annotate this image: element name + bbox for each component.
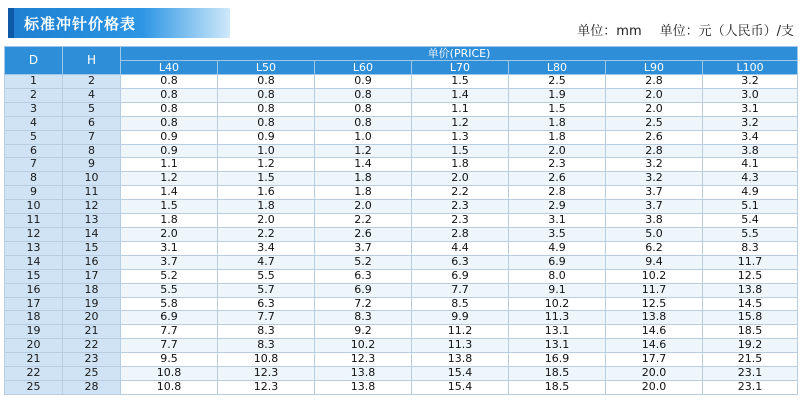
title-banner <box>8 8 230 38</box>
cell-h: 11 <box>63 186 121 200</box>
cell-l70: 4.4 <box>412 241 509 255</box>
cell-l60: 1.2 <box>315 144 412 158</box>
cell-l70: 6.3 <box>412 255 509 269</box>
cell-l60: 9.2 <box>315 325 412 339</box>
cell-l100: 23.1 <box>703 380 798 394</box>
cell-l70: 15.4 <box>412 380 509 394</box>
table-row <box>5 283 798 297</box>
cell-l90: 6.2 <box>606 241 703 255</box>
table-row <box>5 269 798 283</box>
cell-l40: 10.8 <box>121 380 218 394</box>
cell-l100: 12.5 <box>703 269 798 283</box>
cell-l40: 3.7 <box>121 255 218 269</box>
cell-l60: 2.6 <box>315 227 412 241</box>
cell-l50: 12.3 <box>218 380 315 394</box>
cell-h: 16 <box>63 255 121 269</box>
cell-l100: 11.7 <box>703 255 798 269</box>
cell-d: 4 <box>5 116 63 130</box>
table-row <box>5 325 798 339</box>
cell-h: 9 <box>63 158 121 172</box>
cell-d: 12 <box>5 227 63 241</box>
cell-l40: 1.8 <box>121 214 218 228</box>
table-row <box>5 186 798 200</box>
table-row <box>5 255 798 269</box>
cell-d: 10 <box>5 200 63 214</box>
cell-l70: 8.5 <box>412 297 509 311</box>
cell-l70: 6.9 <box>412 269 509 283</box>
table-row <box>5 144 798 158</box>
cell-l50: 0.8 <box>218 75 315 89</box>
cell-l80: 1.9 <box>509 88 606 102</box>
cell-l50: 1.5 <box>218 172 315 186</box>
cell-l60: 1.4 <box>315 158 412 172</box>
cell-l50: 1.2 <box>218 158 315 172</box>
cell-l40: 6.9 <box>121 311 218 325</box>
cell-d: 25 <box>5 380 63 394</box>
cell-d: 2 <box>5 88 63 102</box>
cell-l70: 1.3 <box>412 130 509 144</box>
column-header-l80: L80 <box>509 61 606 75</box>
cell-l80: 1.5 <box>509 102 606 116</box>
cell-l40: 7.7 <box>121 339 218 353</box>
cell-l60: 6.3 <box>315 269 412 283</box>
cell-l40: 1.1 <box>121 158 218 172</box>
cell-l70: 7.7 <box>412 283 509 297</box>
cell-l60: 0.9 <box>315 75 412 89</box>
cell-d: 18 <box>5 311 63 325</box>
cell-l40: 1.2 <box>121 172 218 186</box>
cell-l100: 21.5 <box>703 353 798 367</box>
table-row <box>5 311 798 325</box>
cell-d: 14 <box>5 255 63 269</box>
cell-l90: 13.8 <box>606 311 703 325</box>
cell-d: 8 <box>5 172 63 186</box>
cell-l50: 0.9 <box>218 130 315 144</box>
cell-l100: 23.1 <box>703 367 798 381</box>
cell-l60: 2.0 <box>315 200 412 214</box>
cell-h: 15 <box>63 241 121 255</box>
cell-l60: 10.2 <box>315 339 412 353</box>
cell-l40: 2.0 <box>121 227 218 241</box>
cell-h: 17 <box>63 269 121 283</box>
cell-d: 7 <box>5 158 63 172</box>
cell-l90: 20.0 <box>606 367 703 381</box>
cell-l80: 11.3 <box>509 311 606 325</box>
table-row <box>5 339 798 353</box>
cell-l50: 8.3 <box>218 339 315 353</box>
cell-h: 4 <box>63 88 121 102</box>
cell-l100: 5.4 <box>703 214 798 228</box>
cell-l60: 3.7 <box>315 241 412 255</box>
cell-h: 2 <box>63 75 121 89</box>
cell-d: 16 <box>5 283 63 297</box>
column-header-l50: L50 <box>218 61 315 75</box>
cell-l40: 9.5 <box>121 353 218 367</box>
cell-l90: 2.6 <box>606 130 703 144</box>
cell-l100: 4.9 <box>703 186 798 200</box>
cell-d: 13 <box>5 241 63 255</box>
table-row <box>5 353 798 367</box>
cell-l90: 2.0 <box>606 88 703 102</box>
cell-l40: 0.8 <box>121 102 218 116</box>
cell-l90: 14.6 <box>606 339 703 353</box>
cell-l50: 3.4 <box>218 241 315 255</box>
cell-l40: 7.7 <box>121 325 218 339</box>
table-row <box>5 367 798 381</box>
cell-l100: 19.2 <box>703 339 798 353</box>
cell-l90: 12.5 <box>606 297 703 311</box>
cell-l80: 10.2 <box>509 297 606 311</box>
cell-l80: 18.5 <box>509 380 606 394</box>
column-header-l100: L100 <box>703 61 798 75</box>
cell-l50: 2.0 <box>218 214 315 228</box>
cell-l80: 2.3 <box>509 158 606 172</box>
cell-h: 14 <box>63 227 121 241</box>
cell-l80: 1.8 <box>509 130 606 144</box>
cell-l90: 2.5 <box>606 116 703 130</box>
price-table <box>4 46 798 395</box>
cell-l100: 15.8 <box>703 311 798 325</box>
cell-l50: 1.0 <box>218 144 315 158</box>
cell-l60: 13.8 <box>315 367 412 381</box>
unit-length: 单位：mm <box>577 24 642 39</box>
cell-l70: 2.3 <box>412 214 509 228</box>
cell-l50: 0.8 <box>218 88 315 102</box>
cell-l40: 0.8 <box>121 88 218 102</box>
cell-l60: 0.8 <box>315 88 412 102</box>
cell-d: 3 <box>5 102 63 116</box>
column-header-l70: L70 <box>412 61 509 75</box>
cell-d: 17 <box>5 297 63 311</box>
cell-d: 6 <box>5 144 63 158</box>
cell-l100: 5.5 <box>703 227 798 241</box>
cell-l60: 7.2 <box>315 297 412 311</box>
cell-l80: 13.1 <box>509 325 606 339</box>
cell-l60: 8.3 <box>315 311 412 325</box>
cell-l70: 1.8 <box>412 158 509 172</box>
table-body <box>5 75 798 395</box>
cell-l40: 0.8 <box>121 116 218 130</box>
cell-l90: 2.8 <box>606 75 703 89</box>
cell-h: 21 <box>63 325 121 339</box>
cell-h: 12 <box>63 200 121 214</box>
cell-d: 5 <box>5 130 63 144</box>
cell-l100: 4.1 <box>703 158 798 172</box>
table-row <box>5 214 798 228</box>
cell-l60: 1.8 <box>315 172 412 186</box>
cell-l40: 10.8 <box>121 367 218 381</box>
column-header-l40: L40 <box>121 61 218 75</box>
cell-l90: 2.0 <box>606 102 703 116</box>
cell-d: 15 <box>5 269 63 283</box>
cell-l40: 5.5 <box>121 283 218 297</box>
cell-l90: 3.7 <box>606 186 703 200</box>
table-row <box>5 241 798 255</box>
cell-l50: 2.2 <box>218 227 315 241</box>
cell-l100: 8.3 <box>703 241 798 255</box>
cell-l90: 17.7 <box>606 353 703 367</box>
cell-l90: 3.7 <box>606 200 703 214</box>
cell-l50: 6.3 <box>218 297 315 311</box>
cell-l40: 5.2 <box>121 269 218 283</box>
cell-l70: 9.9 <box>412 311 509 325</box>
cell-l100: 3.0 <box>703 88 798 102</box>
cell-h: 8 <box>63 144 121 158</box>
cell-h: 13 <box>63 214 121 228</box>
cell-l60: 12.3 <box>315 353 412 367</box>
cell-l70: 2.3 <box>412 200 509 214</box>
cell-d: 22 <box>5 367 63 381</box>
cell-h: 25 <box>63 367 121 381</box>
column-header-h: H <box>63 47 121 75</box>
table-row <box>5 116 798 130</box>
table-row <box>5 75 798 89</box>
price-group-header: 单价(PRICE) <box>121 47 798 61</box>
cell-l50: 12.3 <box>218 367 315 381</box>
cell-l50: 1.6 <box>218 186 315 200</box>
cell-l40: 5.8 <box>121 297 218 311</box>
cell-l50: 4.7 <box>218 255 315 269</box>
cell-l100: 5.1 <box>703 200 798 214</box>
table-row <box>5 88 798 102</box>
cell-l40: 3.1 <box>121 241 218 255</box>
unit-price: 单位：元（人民币）/支 <box>659 24 794 39</box>
cell-l40: 0.9 <box>121 144 218 158</box>
cell-d: 9 <box>5 186 63 200</box>
cell-h: 10 <box>63 172 121 186</box>
cell-l80: 2.5 <box>509 75 606 89</box>
cell-d: 11 <box>5 214 63 228</box>
cell-l70: 2.2 <box>412 186 509 200</box>
column-header-l90: L90 <box>606 61 703 75</box>
cell-h: 28 <box>63 380 121 394</box>
cell-h: 19 <box>63 297 121 311</box>
cell-l80: 6.9 <box>509 255 606 269</box>
cell-h: 22 <box>63 339 121 353</box>
cell-l100: 3.1 <box>703 102 798 116</box>
cell-l80: 9.1 <box>509 283 606 297</box>
cell-l50: 0.8 <box>218 102 315 116</box>
table-row <box>5 297 798 311</box>
cell-l60: 2.2 <box>315 214 412 228</box>
cell-l80: 8.0 <box>509 269 606 283</box>
cell-l80: 2.0 <box>509 144 606 158</box>
cell-l60: 5.2 <box>315 255 412 269</box>
cell-l40: 1.4 <box>121 186 218 200</box>
cell-l100: 3.2 <box>703 75 798 89</box>
cell-l90: 3.2 <box>606 172 703 186</box>
cell-l50: 5.5 <box>218 269 315 283</box>
cell-l90: 3.8 <box>606 214 703 228</box>
cell-l100: 14.5 <box>703 297 798 311</box>
cell-l50: 1.8 <box>218 200 315 214</box>
cell-l40: 0.9 <box>121 130 218 144</box>
cell-h: 7 <box>63 130 121 144</box>
table-row <box>5 227 798 241</box>
cell-l80: 1.8 <box>509 116 606 130</box>
cell-l80: 2.8 <box>509 186 606 200</box>
cell-l70: 1.4 <box>412 88 509 102</box>
cell-l100: 13.8 <box>703 283 798 297</box>
cell-l70: 11.3 <box>412 339 509 353</box>
cell-l50: 10.8 <box>218 353 315 367</box>
table-row <box>5 130 798 144</box>
cell-l60: 0.8 <box>315 116 412 130</box>
cell-l100: 4.3 <box>703 172 798 186</box>
unit-note <box>559 20 794 39</box>
cell-l50: 8.3 <box>218 325 315 339</box>
cell-l100: 3.4 <box>703 130 798 144</box>
cell-l70: 1.5 <box>412 75 509 89</box>
cell-l90: 20.0 <box>606 380 703 394</box>
table-row <box>5 172 798 186</box>
cell-l60: 1.8 <box>315 186 412 200</box>
cell-d: 19 <box>5 325 63 339</box>
cell-h: 18 <box>63 283 121 297</box>
table-row <box>5 200 798 214</box>
cell-l100: 18.5 <box>703 325 798 339</box>
cell-l80: 4.9 <box>509 241 606 255</box>
cell-h: 6 <box>63 116 121 130</box>
cell-l100: 3.8 <box>703 144 798 158</box>
cell-l70: 15.4 <box>412 367 509 381</box>
table-row <box>5 380 798 394</box>
cell-l70: 2.8 <box>412 227 509 241</box>
cell-l60: 1.0 <box>315 130 412 144</box>
cell-l70: 2.0 <box>412 172 509 186</box>
cell-l50: 7.7 <box>218 311 315 325</box>
cell-l70: 1.5 <box>412 144 509 158</box>
cell-l80: 18.5 <box>509 367 606 381</box>
cell-l70: 1.2 <box>412 116 509 130</box>
cell-l40: 1.5 <box>121 200 218 214</box>
cell-l60: 6.9 <box>315 283 412 297</box>
page-title: 标准冲针价格表 <box>24 15 137 33</box>
cell-d: 1 <box>5 75 63 89</box>
cell-l90: 9.4 <box>606 255 703 269</box>
column-header-l60: L60 <box>315 61 412 75</box>
cell-l90: 10.2 <box>606 269 703 283</box>
cell-l50: 0.8 <box>218 116 315 130</box>
cell-l90: 5.0 <box>606 227 703 241</box>
cell-l70: 11.2 <box>412 325 509 339</box>
cell-l80: 3.5 <box>509 227 606 241</box>
cell-l80: 3.1 <box>509 214 606 228</box>
cell-l80: 16.9 <box>509 353 606 367</box>
cell-l90: 2.8 <box>606 144 703 158</box>
cell-l70: 13.8 <box>412 353 509 367</box>
cell-l80: 13.1 <box>509 339 606 353</box>
cell-l90: 3.2 <box>606 158 703 172</box>
column-header-d: D <box>5 47 63 75</box>
cell-l100: 3.2 <box>703 116 798 130</box>
cell-h: 5 <box>63 102 121 116</box>
cell-l80: 2.9 <box>509 200 606 214</box>
cell-l60: 0.8 <box>315 102 412 116</box>
cell-l90: 11.7 <box>606 283 703 297</box>
page-header <box>0 0 800 46</box>
cell-l70: 1.1 <box>412 102 509 116</box>
table-row <box>5 158 798 172</box>
cell-h: 20 <box>63 311 121 325</box>
cell-d: 21 <box>5 353 63 367</box>
cell-l40: 0.8 <box>121 75 218 89</box>
cell-d: 20 <box>5 339 63 353</box>
cell-l50: 5.7 <box>218 283 315 297</box>
cell-l60: 13.8 <box>315 380 412 394</box>
cell-l80: 2.6 <box>509 172 606 186</box>
table-row <box>5 102 798 116</box>
cell-h: 23 <box>63 353 121 367</box>
cell-l90: 14.6 <box>606 325 703 339</box>
